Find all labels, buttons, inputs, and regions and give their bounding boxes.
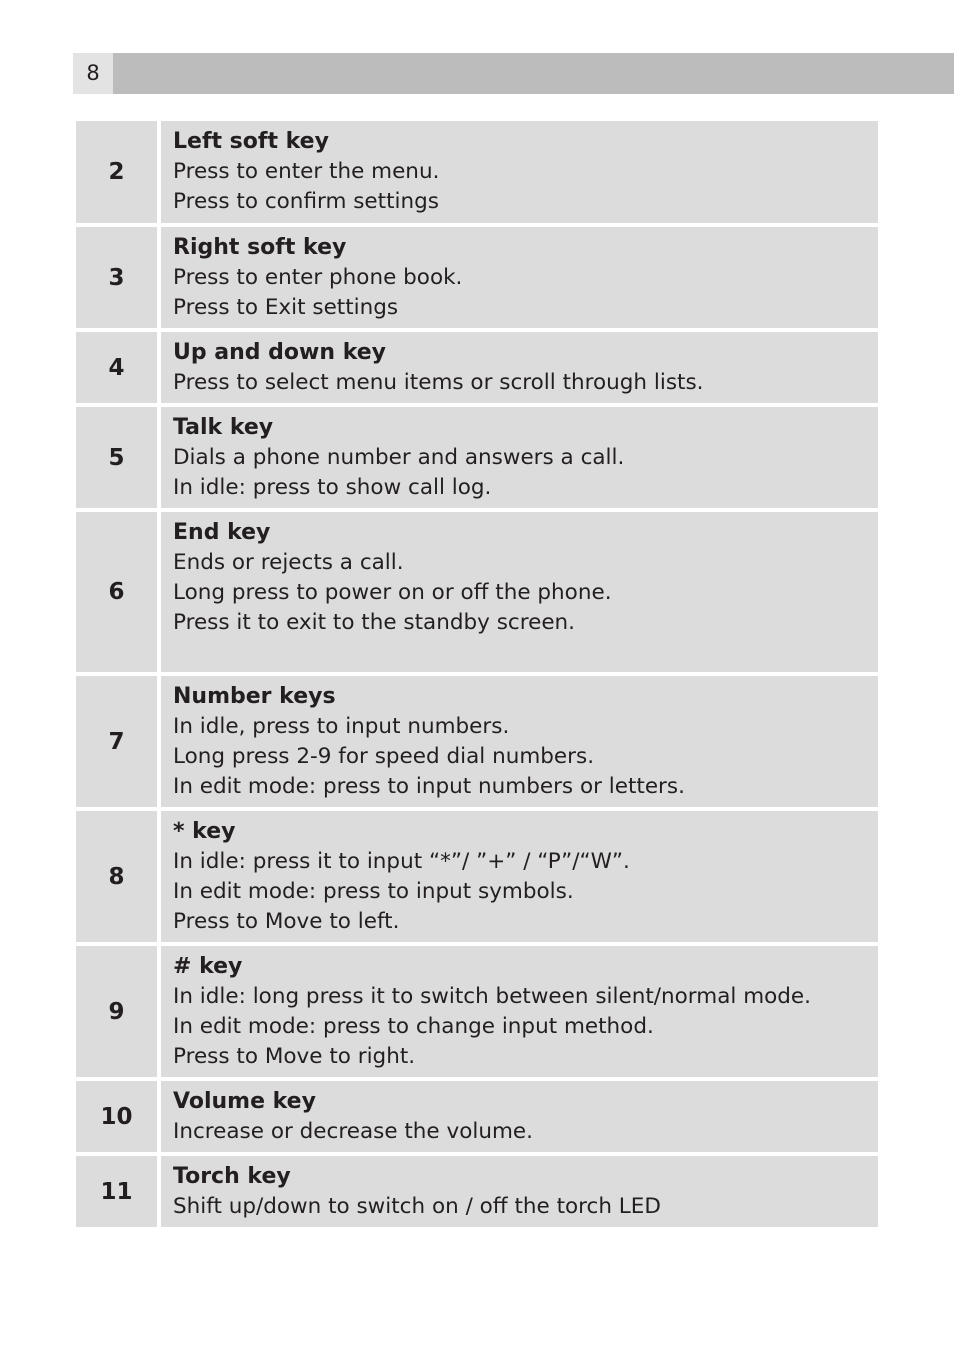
key-description [161, 1081, 878, 1152]
key-detail: Press to enter phone book. [173, 265, 463, 290]
key-title: Left soft key [173, 129, 329, 154]
page-header-bar [73, 53, 954, 94]
table-row [76, 512, 878, 672]
key-detail: In edit mode: press to input numbers or letters. [173, 774, 685, 799]
keys-table [76, 121, 878, 1231]
table-row [76, 1156, 878, 1227]
key-detail: In edit mode: press to change input method. [173, 1014, 654, 1039]
key-number: 9 [76, 946, 157, 1077]
table-row [76, 811, 878, 942]
table-row [76, 946, 878, 1077]
key-number: 8 [76, 811, 157, 942]
key-description [161, 1156, 878, 1227]
key-description [161, 407, 878, 508]
key-detail: In idle: press to show call log. [173, 475, 492, 500]
key-detail: Press to select menu items or scroll through lists. [173, 370, 704, 395]
key-title: Number keys [173, 684, 336, 709]
key-detail: Shift up/down to switch on / off the torch LED [173, 1194, 661, 1219]
page-number: 8 [73, 53, 113, 94]
key-title: Torch key [173, 1164, 291, 1189]
key-detail: Press to Exit settings [173, 295, 399, 320]
key-detail: Press to Move to left. [173, 909, 400, 934]
key-description [161, 811, 878, 942]
key-title: * key [173, 819, 236, 844]
key-detail: Dials a phone number and answers a call. [173, 445, 625, 470]
key-detail: Long press to power on or off the phone. [173, 580, 612, 605]
key-number: 4 [76, 332, 157, 403]
table-row [76, 407, 878, 508]
key-title: Right soft key [173, 235, 347, 260]
key-detail: Increase or decrease the volume. [173, 1119, 533, 1144]
key-detail: Press to Move to right. [173, 1044, 416, 1069]
key-number: 3 [76, 227, 157, 328]
table-row [76, 227, 878, 328]
key-detail: In idle: long press it to switch between silent/normal mode. [173, 984, 811, 1009]
key-description [161, 946, 878, 1077]
key-number: 5 [76, 407, 157, 508]
key-title: Volume key [173, 1089, 316, 1114]
key-detail: Long press 2-9 for speed dial numbers. [173, 744, 595, 769]
key-number: 11 [76, 1156, 157, 1227]
table-row [76, 121, 878, 223]
key-description [161, 227, 878, 328]
key-title: Talk key [173, 415, 274, 440]
key-detail: Press it to exit to the standby screen. [173, 610, 576, 635]
key-title: End key [173, 520, 271, 545]
key-title: # key [173, 954, 243, 979]
key-detail: Press to confirm settings [173, 189, 439, 214]
key-description [161, 676, 878, 807]
key-title: Up and down key [173, 340, 386, 365]
key-number: 7 [76, 676, 157, 807]
key-number: 10 [76, 1081, 157, 1152]
key-description [161, 121, 878, 223]
key-detail: In edit mode: press to input symbols. [173, 879, 574, 904]
key-detail: In idle: press it to input “*”/ ”+” / “P”/“W”. [173, 849, 630, 874]
key-detail: Ends or rejects a call. [173, 550, 404, 575]
table-row [76, 1081, 878, 1152]
key-number: 6 [76, 512, 157, 672]
key-detail: In idle, press to input numbers. [173, 714, 510, 739]
table-row [76, 332, 878, 403]
key-detail: Press to enter the menu. [173, 159, 440, 184]
key-number: 2 [76, 121, 157, 223]
table-row [76, 676, 878, 807]
key-description [161, 512, 878, 672]
key-description [161, 332, 878, 403]
